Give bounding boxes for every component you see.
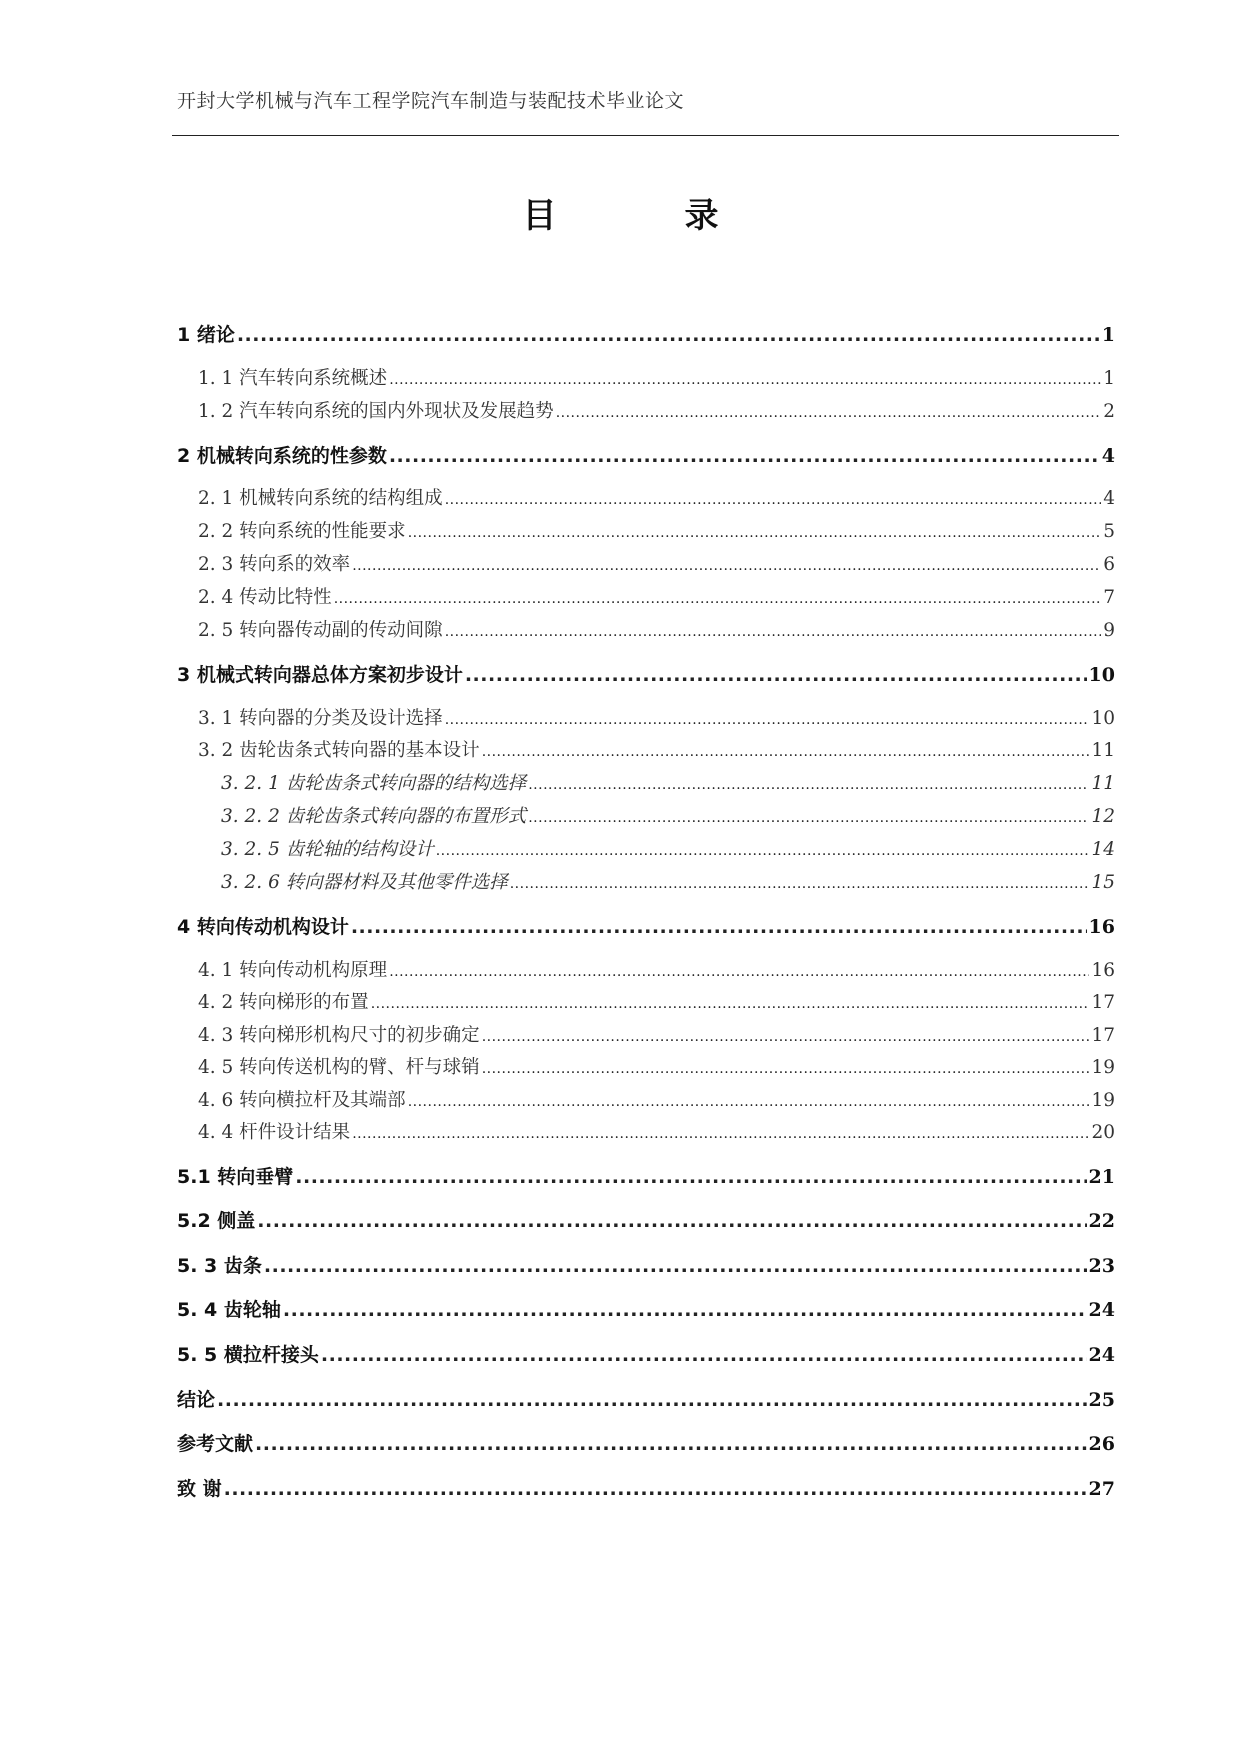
toc-entry-label: 致 谢 bbox=[177, 1478, 222, 1500]
toc-entry-page: 1 bbox=[1103, 368, 1115, 389]
toc-entry-page: 14 bbox=[1091, 839, 1115, 860]
toc-entry-page: 5 bbox=[1103, 521, 1115, 542]
toc-entry-page: 11 bbox=[1091, 740, 1115, 761]
toc-entry[interactable] bbox=[177, 1163, 1115, 1191]
toc-entry-label: 5. 4 齿轮轴 bbox=[177, 1299, 281, 1321]
toc-entry-label: 5. 3 齿条 bbox=[177, 1255, 262, 1277]
toc-entry[interactable] bbox=[198, 365, 1115, 393]
toc-entry-page: 4 bbox=[1101, 445, 1115, 467]
toc-entry-label: 2. 4 传动比特性 bbox=[198, 587, 332, 608]
toc-leader-dots bbox=[445, 618, 1102, 646]
toc-entry-page: 22 bbox=[1088, 1210, 1115, 1232]
toc-leader-dots bbox=[510, 870, 1090, 898]
toc-entry-page: 25 bbox=[1088, 1389, 1115, 1411]
toc-entry-label: 4. 6 转向横拉杆及其端部 bbox=[198, 1090, 406, 1111]
toc-entry[interactable] bbox=[177, 1430, 1115, 1458]
toc-entry-page: 21 bbox=[1088, 1166, 1115, 1188]
toc-title: 目录 bbox=[522, 196, 847, 236]
toc-entry-label: 结论 bbox=[177, 1389, 216, 1411]
toc-entry-label: 3. 2. 5 齿轮轴的结构设计 bbox=[221, 839, 434, 860]
toc-leader-dots bbox=[389, 958, 1089, 986]
toc-entry-label: 4. 4 杆件设计结果 bbox=[198, 1122, 351, 1143]
toc-entry[interactable] bbox=[198, 1087, 1115, 1115]
toc-entry[interactable] bbox=[221, 869, 1115, 897]
toc-entry-page: 4 bbox=[1103, 488, 1115, 509]
toc-leader-dots bbox=[257, 1207, 1086, 1235]
toc-leader-dots bbox=[352, 1120, 1089, 1148]
toc-entry-label: 4 转向传动机构设计 bbox=[177, 916, 349, 938]
toc-entry-label: 3. 2. 1 齿轮齿条式转向器的结构选择 bbox=[221, 773, 527, 794]
toc-entry[interactable] bbox=[177, 321, 1115, 349]
toc-leader-dots bbox=[295, 1163, 1086, 1191]
toc-entry[interactable] bbox=[177, 913, 1115, 941]
toc-leader-dots bbox=[237, 321, 1100, 349]
toc-entry[interactable] bbox=[198, 584, 1115, 612]
toc-entry-page: 19 bbox=[1091, 1057, 1115, 1078]
toc-entry-label: 4. 3 转向梯形机构尺寸的初步确定 bbox=[198, 1025, 480, 1046]
toc-entry-label: 1. 2 汽车转向系统的国内外现状及发展趋势 bbox=[198, 401, 554, 422]
toc-entry-label: 2. 2 转向系统的性能要求 bbox=[198, 521, 406, 542]
toc-entry-page: 15 bbox=[1091, 872, 1115, 893]
toc-entry[interactable] bbox=[198, 518, 1115, 546]
toc-entry-page: 2 bbox=[1103, 401, 1115, 422]
toc-entry[interactable] bbox=[177, 1386, 1115, 1414]
toc-entry-label: 4. 5 转向传送机构的臂、杆与球销 bbox=[198, 1057, 480, 1078]
toc-leader-dots bbox=[445, 486, 1102, 514]
toc-entry[interactable] bbox=[177, 661, 1115, 689]
toc-leader-dots bbox=[482, 1023, 1090, 1051]
toc-entry-page: 16 bbox=[1088, 916, 1115, 938]
toc-leader-dots bbox=[436, 837, 1090, 865]
toc-leader-dots bbox=[334, 585, 1102, 613]
toc-leader-dots bbox=[283, 1296, 1087, 1324]
toc-entry-label: 参考文献 bbox=[177, 1433, 254, 1455]
toc-entry-page: 1 bbox=[1101, 324, 1115, 346]
toc-entry[interactable] bbox=[198, 617, 1115, 645]
toc-entry-label: 4. 1 转向传动机构原理 bbox=[198, 960, 388, 981]
toc-entry[interactable] bbox=[221, 836, 1115, 864]
toc-entry-page: 17 bbox=[1091, 992, 1115, 1013]
toc-leader-dots bbox=[556, 399, 1102, 427]
running-header: 开封大学机械与汽车工程学院汽车制造与装配技术毕业论文 bbox=[177, 90, 685, 112]
toc-entry-page: 24 bbox=[1088, 1344, 1115, 1366]
toc-entry-label: 3. 2 齿轮齿条式转向器的基本设计 bbox=[198, 740, 480, 761]
toc-leader-dots bbox=[408, 519, 1102, 547]
toc-entry-page: 17 bbox=[1091, 1025, 1115, 1046]
toc-entry[interactable] bbox=[177, 1252, 1115, 1280]
toc-entry[interactable] bbox=[177, 1475, 1115, 1503]
toc-leader-dots bbox=[482, 1055, 1090, 1083]
toc-entry[interactable] bbox=[198, 551, 1115, 579]
toc-entry[interactable] bbox=[198, 1054, 1115, 1082]
toc-leader-dots bbox=[445, 706, 1090, 734]
toc-entry[interactable] bbox=[198, 737, 1115, 765]
toc-entry-label: 5.1 转向垂臂 bbox=[177, 1166, 294, 1188]
toc-entry-page: 6 bbox=[1103, 554, 1115, 575]
toc-entry-label: 3. 1 转向器的分类及设计选择 bbox=[198, 708, 443, 729]
toc-leader-dots bbox=[217, 1386, 1087, 1414]
toc-entry[interactable] bbox=[198, 957, 1115, 985]
toc-entry[interactable] bbox=[221, 803, 1115, 831]
toc-entry[interactable] bbox=[198, 705, 1115, 733]
toc-leader-dots bbox=[351, 913, 1087, 941]
toc-entry[interactable] bbox=[177, 1296, 1115, 1324]
toc-leader-dots bbox=[224, 1475, 1087, 1503]
toc-entry-page: 11 bbox=[1091, 773, 1115, 794]
toc-leader-dots bbox=[528, 771, 1089, 799]
toc-entry[interactable] bbox=[177, 442, 1115, 470]
toc-entry-label: 3 机械式转向器总体方案初步设计 bbox=[177, 664, 463, 686]
toc-entry-page: 27 bbox=[1088, 1478, 1115, 1500]
toc-entry[interactable] bbox=[221, 770, 1115, 798]
toc-entry[interactable] bbox=[198, 989, 1115, 1017]
toc-entry-label: 2. 5 转向器传动副的传动间隙 bbox=[198, 620, 443, 641]
toc-entry[interactable] bbox=[198, 1022, 1115, 1050]
toc-entry-label: 2. 1 机械转向系统的结构组成 bbox=[198, 488, 443, 509]
toc-entry[interactable] bbox=[198, 398, 1115, 426]
toc-entry-page: 23 bbox=[1088, 1255, 1115, 1277]
toc-entry-page: 26 bbox=[1088, 1433, 1115, 1455]
toc-entry-page: 19 bbox=[1091, 1090, 1115, 1111]
toc-entry[interactable] bbox=[198, 1119, 1115, 1147]
toc-entry-label: 1. 1 汽车转向系统概述 bbox=[198, 368, 388, 389]
toc-leader-dots bbox=[255, 1430, 1087, 1458]
toc-entry-page: 24 bbox=[1088, 1299, 1115, 1321]
toc-leader-dots bbox=[264, 1252, 1087, 1280]
toc-leader-dots bbox=[482, 738, 1090, 766]
toc-leader-dots bbox=[408, 1088, 1090, 1116]
toc-entry-page: 12 bbox=[1091, 806, 1115, 827]
toc-entry-label: 4. 2 转向梯形的布置 bbox=[198, 992, 369, 1013]
toc-entry-page: 20 bbox=[1091, 1122, 1115, 1143]
toc-entry-label: 5.2 侧盖 bbox=[177, 1210, 256, 1232]
toc-entry-label: 3. 2. 6 转向器材料及其他零件选择 bbox=[221, 872, 508, 893]
toc-entry-label: 3. 2. 2 齿轮齿条式转向器的布置形式 bbox=[221, 806, 527, 827]
toc-leader-dots bbox=[352, 552, 1101, 580]
toc-entry-label: 5. 5 横拉杆接头 bbox=[177, 1344, 319, 1366]
toc-entry-page: 10 bbox=[1091, 708, 1115, 729]
toc-entry[interactable] bbox=[177, 1207, 1115, 1235]
toc-leader-dots bbox=[321, 1341, 1087, 1369]
toc-leader-dots bbox=[389, 442, 1100, 470]
toc-leader-dots bbox=[465, 661, 1087, 689]
toc-leader-dots bbox=[528, 804, 1089, 832]
toc-entry-label: 1 绪论 bbox=[177, 324, 235, 346]
toc-leader-dots bbox=[371, 990, 1090, 1018]
toc-entry-page: 7 bbox=[1103, 587, 1115, 608]
toc-leader-dots bbox=[389, 366, 1101, 394]
toc-entry-page: 16 bbox=[1091, 960, 1115, 981]
toc-entry-page: 9 bbox=[1103, 620, 1115, 641]
toc-entry[interactable] bbox=[198, 485, 1115, 513]
toc-entry[interactable] bbox=[177, 1341, 1115, 1369]
toc-entry-label: 2. 3 转向系的效率 bbox=[198, 554, 351, 575]
toc-entry-label: 2 机械转向系统的性参数 bbox=[177, 445, 387, 467]
toc-entry-page: 10 bbox=[1088, 664, 1115, 686]
